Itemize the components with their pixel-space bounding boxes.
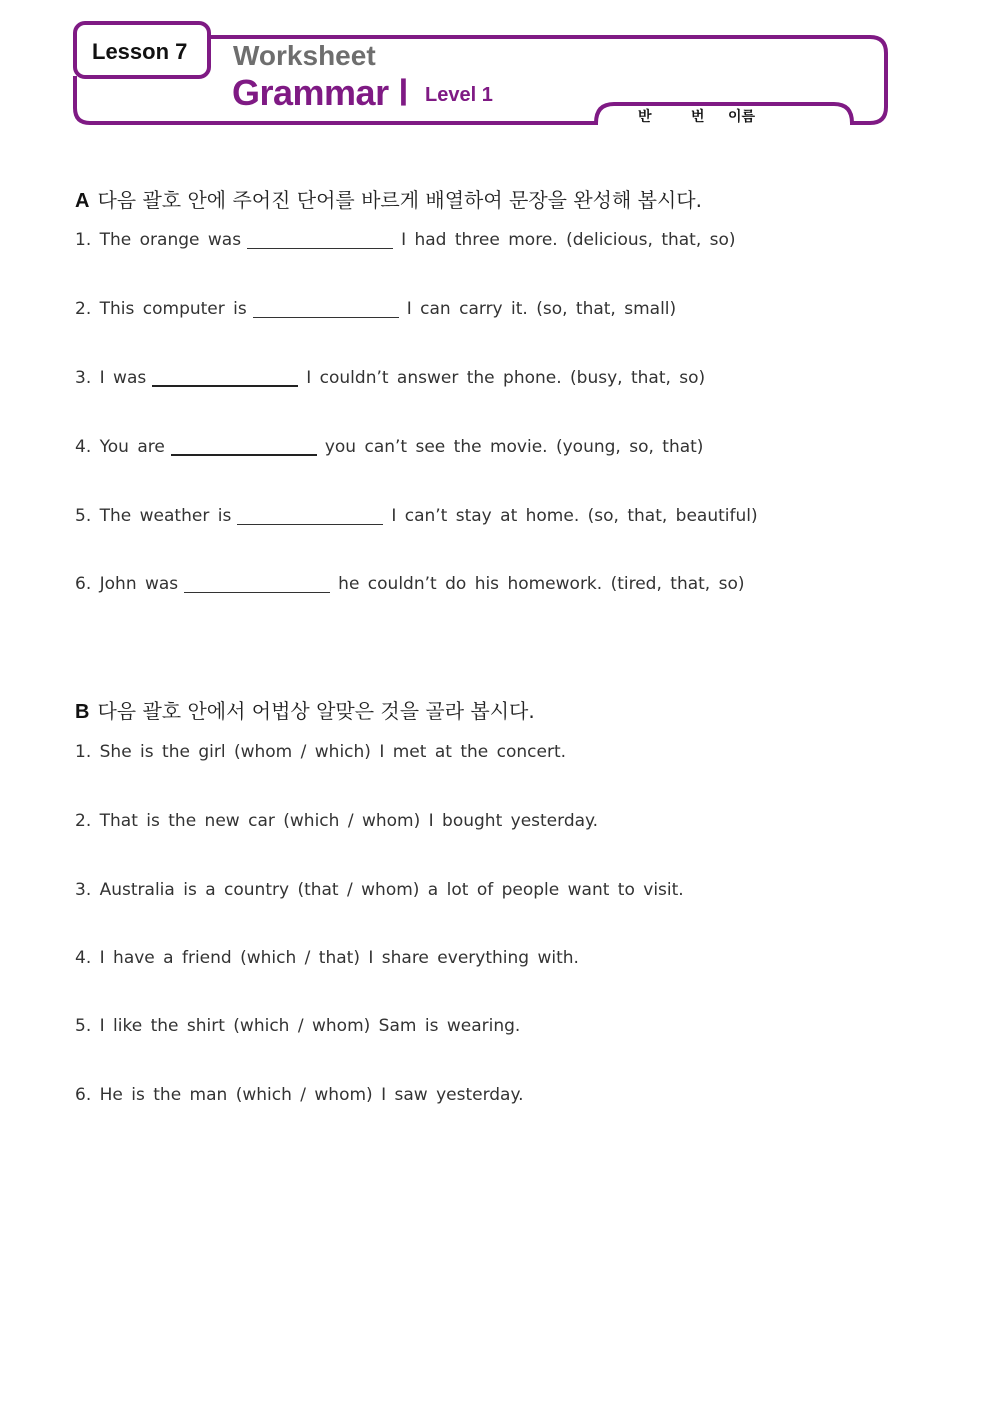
answer-blank[interactable] (184, 575, 330, 593)
level-label: Level 1 (425, 84, 493, 106)
section-b-heading (75, 695, 535, 724)
question-b6: 6. He is the man (which / whom) I saw yesterday. (75, 1085, 524, 1105)
section-b-instruction: 다음 괄호 안에서 어법상 알맞은 것을 골라 봅시다. (97, 699, 535, 723)
question-a6 (75, 574, 745, 594)
question-text: I couldn’t answer the phone. (busy, that, so) (306, 368, 706, 388)
section-a-letter: A (75, 190, 90, 212)
question-text: 4. You are (75, 437, 165, 457)
answer-blank[interactable] (237, 507, 383, 525)
question-a2 (75, 299, 676, 319)
question-a1 (75, 230, 736, 250)
answer-blank[interactable] (152, 368, 298, 387)
question-text: you can’t see the movie. (young, so, that) (324, 437, 704, 457)
question-a3 (75, 368, 705, 388)
question-text: 3. I was (75, 368, 147, 388)
answer-blank[interactable] (171, 437, 317, 456)
section-a-instruction: 다음 괄호 안에 주어진 단어를 바르게 배열하여 문장을 완성해 봅시다. (97, 188, 702, 212)
lesson-label: Lesson 7 (92, 39, 188, 64)
name-label: 이름 (728, 109, 756, 125)
question-b4: 4. I have a friend (which / that) I share everything with. (75, 948, 579, 968)
class-label: 반 (638, 109, 652, 125)
question-b5: 5. I like the shirt (which / whom) Sam is wearing. (75, 1016, 521, 1036)
question-text: 5. The weather is (75, 506, 232, 526)
question-b1: 1. She is the girl (whom / which) I met at the concert. (75, 742, 567, 762)
question-a4 (75, 437, 703, 457)
question-text: I had three more. (delicious, that, so) (401, 230, 736, 250)
number-label: 번 (691, 109, 705, 125)
question-b2: 2. That is the new car (which / whom) I bought yesterday. (75, 811, 599, 831)
answer-blank[interactable] (247, 231, 393, 249)
section-b-letter: B (75, 701, 90, 723)
answer-blank[interactable] (253, 300, 399, 318)
question-text: 1. The orange was (75, 230, 242, 250)
header-frame (0, 0, 1000, 140)
worksheet-title: Worksheet (233, 40, 376, 71)
grammar-title: Grammar Ⅰ (232, 72, 409, 113)
question-text: he couldn’t do his homework. (tired, that, so) (338, 574, 745, 594)
question-a5 (75, 506, 758, 526)
section-a-heading (75, 184, 702, 213)
question-text: 2. This computer is (75, 299, 247, 319)
question-b3: 3. Australia is a country (that / whom) a lot of people want to visit. (75, 880, 684, 900)
question-text: 6. John was (75, 574, 179, 594)
question-text: I can carry it. (so, that, small) (406, 299, 677, 319)
question-text: I can’t stay at home. (so, that, beautiful) (391, 506, 758, 526)
